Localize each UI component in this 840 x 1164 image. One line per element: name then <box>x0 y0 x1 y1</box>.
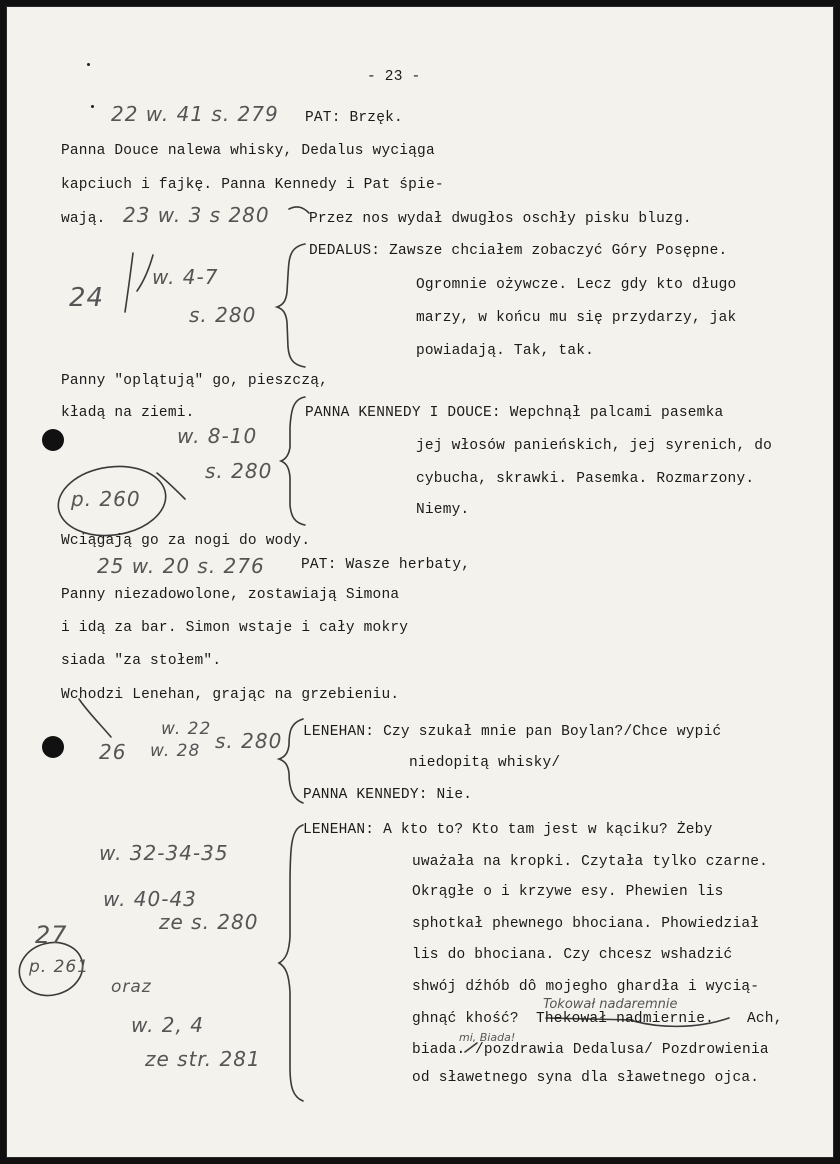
typed-line: Okrągłe o i krzywe esy. Phewien lis <box>412 884 724 900</box>
typed-line: kładą na ziemi. <box>61 405 195 421</box>
document-page <box>6 6 834 1158</box>
typed-line: Panny niezadowolone, zostawiają Simona <box>61 587 400 603</box>
typed-line: sphotkał phewnego bhociana. Phowiedział <box>412 916 760 932</box>
typed-line: kapciuch i fajkę. Panna Kennedy i Pat śpie- <box>61 177 444 193</box>
typed-line: Niemy. <box>416 502 470 518</box>
brace-dedalus <box>277 244 305 367</box>
typed-line: cybucha, skrawki. Pasemka. Rozmarzony. <box>416 471 755 487</box>
brace-lenehan-1 <box>279 719 303 803</box>
handwritten-note: w. 28 <box>150 741 201 761</box>
leader-26 <box>79 699 111 737</box>
handwritten-note: 23 w. 3 s 280 <box>123 203 270 227</box>
typed-line: PANNA KENNEDY I DOUCE: Wepchnął palcami pasemka <box>305 405 724 421</box>
typed-line: marzy, w końcu mu się przydarzy, jak <box>416 310 737 326</box>
typed-line: Przez nos wydał dwugłos oschły pisku bluzg. <box>309 211 692 227</box>
typed-line: /pozdrawia Dedalusa/ Pozdrowienia <box>475 1042 769 1058</box>
handwritten-note: ze s. 280 <box>159 910 259 934</box>
typed-line: Panny "oplątują" go, pieszczą, <box>61 373 329 389</box>
typed-line: niedopitą whisky/ <box>409 755 561 771</box>
handwritten-note: 26 <box>99 740 127 764</box>
typed-line: biada. <box>412 1042 466 1058</box>
speck <box>91 105 94 108</box>
typed-line: lis do bhociana. Czy chcesz wshadzić <box>412 947 733 963</box>
brace-lenehan-2 <box>279 825 303 1101</box>
handwritten-note: w. 2, 4 <box>131 1013 204 1037</box>
line-p260 <box>157 473 185 499</box>
typed-line: LENEHAN: Czy szukał mnie pan Boylan?/Chce wypić <box>303 724 722 740</box>
typed-line: PANNA KENNEDY: Nie. <box>303 787 473 803</box>
speck <box>87 63 90 66</box>
typed-line: shwój dźhób dô mojegho ghardła i wycią- <box>412 979 760 995</box>
typed-line: wają. <box>61 211 106 227</box>
handwritten-note: 24 <box>69 283 105 313</box>
handwritten-note: w. 4-7 <box>152 265 219 289</box>
typed-line: PAT: Brzęk. <box>305 110 403 126</box>
handwritten-note: ze str. 281 <box>145 1047 261 1071</box>
handwritten-note: w. 32-34-35 <box>99 841 229 865</box>
handwritten-correction: mi, Biada! <box>459 1031 516 1044</box>
typed-line-struck: Thekował nadmiernie. <box>536 1011 715 1027</box>
brace-panna <box>281 397 305 525</box>
typed-line: Ach, <box>747 1011 783 1027</box>
handwritten-note: w. 8-10 <box>177 424 258 448</box>
slash-24a <box>125 253 133 312</box>
handwritten-note: w. 40-43 <box>103 887 197 911</box>
typed-line: Wciągają go za nogi do wody. <box>61 533 311 549</box>
punch-hole <box>42 429 64 451</box>
typed-line: Panna Douce nalewa whisky, Dedalus wyciąga <box>61 143 435 159</box>
typed-line: PAT: Wasze herbaty, <box>301 557 471 573</box>
punch-hole <box>42 736 64 758</box>
handwritten-note: s. 280 <box>215 729 283 753</box>
handwritten-note: 27 <box>35 921 68 949</box>
handwritten-note: 22 w. 41 s. 279 <box>111 102 279 126</box>
handwritten-note: s. 280 <box>205 459 273 483</box>
typed-line: jej włosów panieńskich, jej syrenich, do <box>416 438 773 454</box>
page-number: - 23 - <box>367 69 421 85</box>
typed-line: uważała na kropki. Czytała tylko czarne. <box>412 854 769 870</box>
typed-line: od sławetnego syna dla sławetnego ojca. <box>412 1070 760 1086</box>
handwritten-correction: Tokował nadaremnie <box>543 997 678 1012</box>
typed-line: Wchodzi Lenehan, grając na grzebieniu. <box>61 687 400 703</box>
handwritten-note: 25 w. 20 s. 276 <box>97 554 265 578</box>
typed-line: LENEHAN: A kto to? Kto tam jest w kąciku? Żeby <box>303 822 713 838</box>
handwritten-note: w. 22 <box>161 719 212 739</box>
typed-line: powiadają. Tak, tak. <box>416 343 595 359</box>
typed-line: DEDALUS: Zawsze chciałem zobaczyć Góry Posępne. <box>309 243 728 259</box>
handwritten-note: p. 260 <box>71 487 141 511</box>
typed-line: ghnąć khość? <box>412 1011 519 1027</box>
handwritten-note: p. 261 <box>29 957 90 977</box>
typed-line: siada "za stołem". <box>61 653 222 669</box>
handwritten-note: s. 280 <box>189 303 257 327</box>
handwritten-note: oraz <box>111 977 152 997</box>
slash-24b <box>137 255 153 291</box>
typed-line: Ogromnie ożywcze. Lecz gdy kto długo <box>416 277 737 293</box>
leader-23 <box>289 207 309 213</box>
typed-line: i idą za bar. Simon wstaje i cały mokry <box>61 620 409 636</box>
